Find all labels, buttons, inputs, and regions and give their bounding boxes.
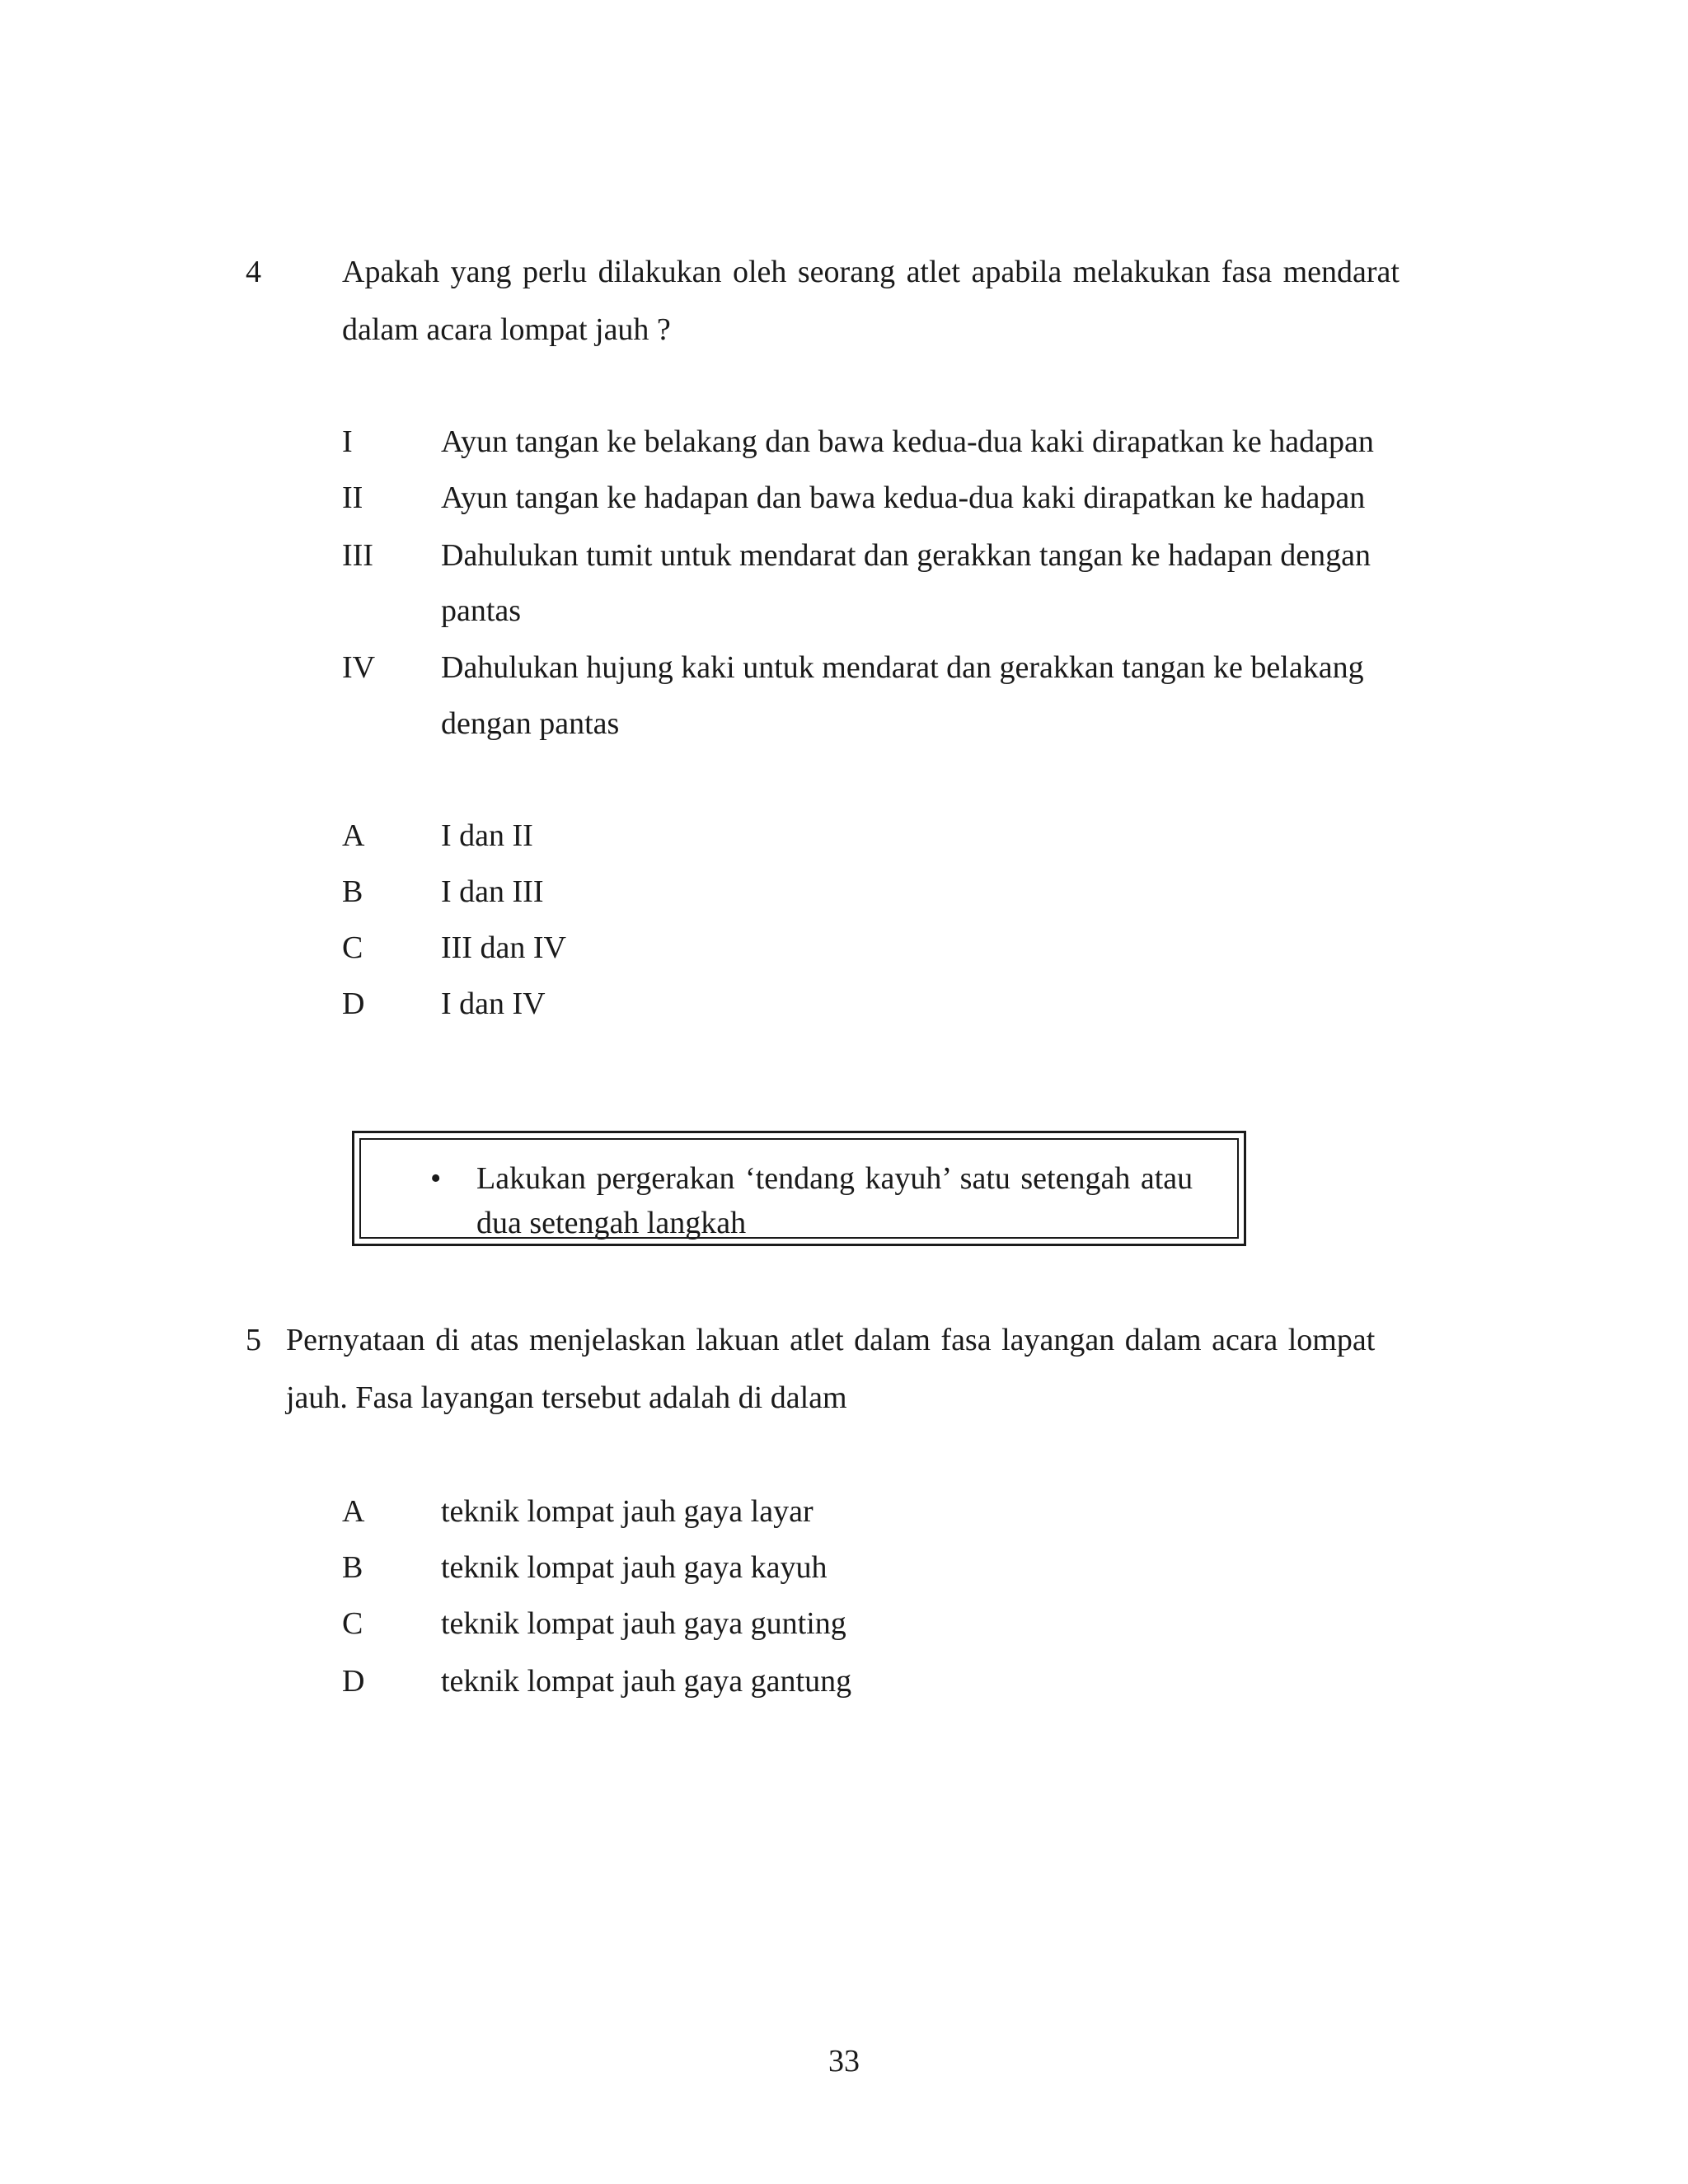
- option-text: III dan IV: [441, 930, 566, 965]
- statement-roman: III: [342, 538, 373, 573]
- statement-box-line: dua setengah langkah: [476, 1206, 747, 1240]
- statement-roman: IV: [342, 650, 376, 685]
- question-stem-line: jauh. Fasa layangan tersebut adalah di dalam: [286, 1380, 847, 1415]
- option-letter: B: [342, 874, 363, 909]
- option-text: teknik lompat jauh gaya layar: [441, 1494, 814, 1529]
- statement-text: Ayun tangan ke hadapan dan bawa kedua-dua kaki dirapatkan ke hadapan: [441, 480, 1366, 515]
- question-number: 5: [246, 1323, 261, 1357]
- option-letter: B: [342, 1550, 363, 1585]
- option-text: teknik lompat jauh gaya gunting: [441, 1606, 846, 1641]
- option-letter: C: [342, 1606, 363, 1641]
- question-stem-line: Pernyataan di atas menjelaskan lakuan atlet dalam fasa layangan dalam acara lompat: [286, 1323, 1376, 1357]
- statement-roman: II: [342, 480, 363, 515]
- statement-text: Dahulukan hujung kaki untuk mendarat dan gerakkan tangan ke belakang: [441, 650, 1364, 685]
- question-stem-line: Apakah yang perlu dilakukan oleh seorang atlet apabila melakukan fasa mendarat: [342, 255, 1400, 289]
- page-number: 33: [828, 2044, 860, 2079]
- question-stem-line: dalam acara lompat jauh ?: [342, 312, 671, 347]
- option-letter: C: [342, 930, 363, 965]
- statement-text-continued: dengan pantas: [441, 706, 620, 741]
- statement-box-line: Lakukan pergerakan ‘tendang kayuh’ satu setengah atau: [476, 1161, 1193, 1196]
- option-text: teknik lompat jauh gaya kayuh: [441, 1550, 828, 1585]
- statement-box-inner-border: [359, 1138, 1239, 1239]
- option-letter: A: [342, 1494, 365, 1529]
- bullet-icon: •: [430, 1161, 442, 1196]
- option-text: teknik lompat jauh gaya gantung: [441, 1664, 852, 1699]
- option-letter: D: [342, 987, 365, 1021]
- option-letter: A: [342, 818, 365, 853]
- statement-text: Ayun tangan ke belakang dan bawa kedua-dua kaki dirapatkan ke hadapan: [441, 424, 1374, 459]
- option-text: I dan II: [441, 818, 533, 853]
- option-text: I dan III: [441, 874, 544, 909]
- statement-roman: I: [342, 424, 353, 459]
- statement-text: Dahulukan tumit untuk mendarat dan gerakkan tangan ke hadapan dengan: [441, 538, 1371, 573]
- option-letter: D: [342, 1664, 365, 1699]
- question-number: 4: [246, 255, 261, 289]
- statement-text-continued: pantas: [441, 593, 522, 628]
- option-text: I dan IV: [441, 987, 546, 1021]
- statement-box: [352, 1131, 1246, 1246]
